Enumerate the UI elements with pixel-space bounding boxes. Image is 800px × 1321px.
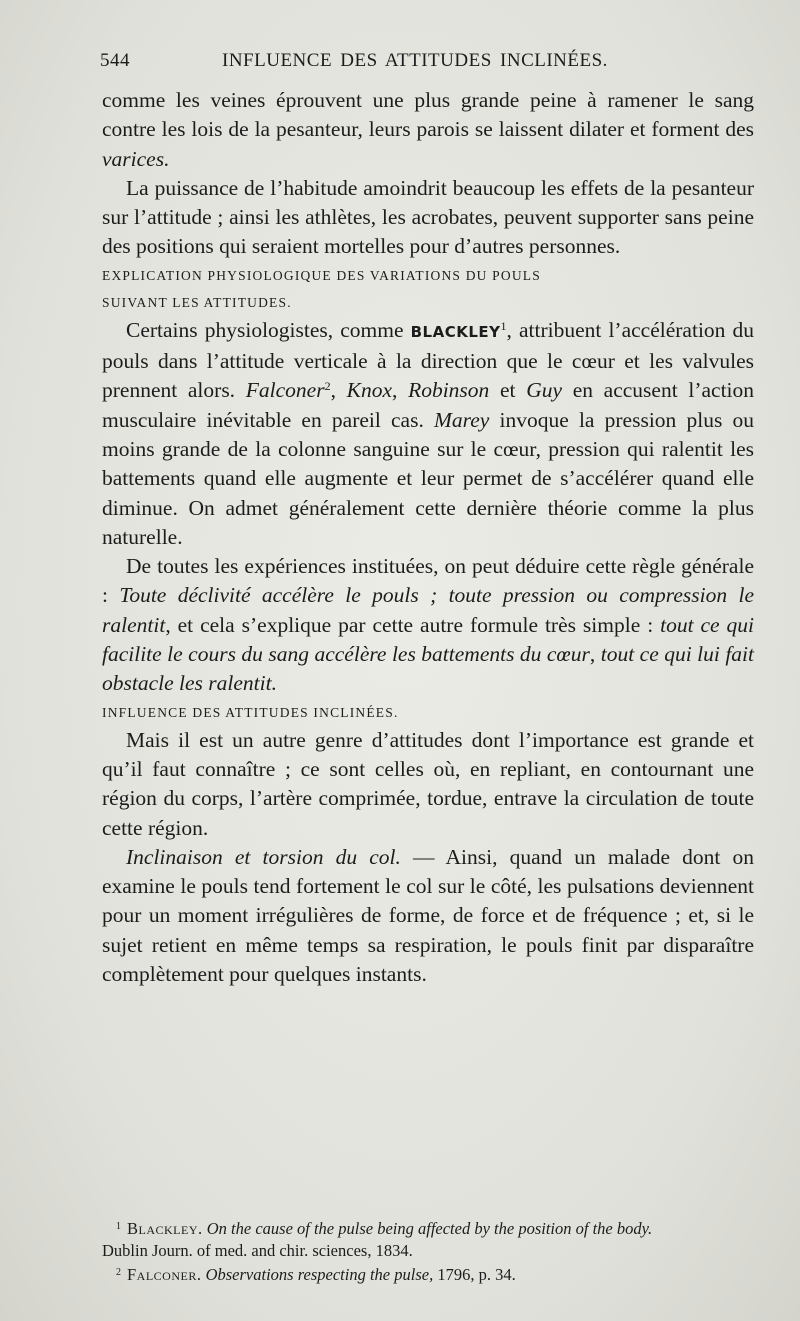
footnote-2-rest: 1796, p. 34. (433, 1265, 516, 1284)
footnote-ref-1: 1 (500, 318, 507, 333)
footnote-1-title: On the cause of the pulse being affected by the position of the body. (206, 1219, 653, 1238)
author-blackley: BLACKLEY (410, 322, 501, 341)
paragraph-1-italic: varices. (102, 146, 170, 171)
comma: , (392, 378, 409, 403)
paragraph-4-text-b: , et cela s’explique par cette autre formule très simple : (165, 612, 661, 637)
author-knox: Knox (346, 378, 393, 403)
paragraph-4-text-a: De toutes les expériences instituées, on peut déduire cette règle générale : (102, 554, 754, 608)
footnote-ref-2: 2 (324, 379, 331, 394)
footnote-1-author: Blackley. (127, 1219, 203, 1238)
comma: , (589, 642, 601, 667)
paragraph-1 (102, 86, 754, 174)
footnote-2 (102, 1262, 762, 1286)
paragraph-3-text-a: Certains physiologistes, comme (126, 317, 411, 342)
conjunction: et (489, 378, 527, 403)
footnote-2-number: 2 (116, 1267, 121, 1278)
footnotes (102, 1216, 762, 1286)
running-title: INFLUENCE DES ATTITUDES INCLINÉES. (222, 50, 608, 71)
body-text (102, 86, 754, 989)
paragraph-3 (102, 316, 754, 552)
paragraph-1-text: comme les veines éprouvent une plus grande peine à ramener le sang contre les lois de la pesanteur, leurs parois se laissent dilater et forment des (102, 88, 754, 142)
paragraph-3-text-f: en accusent l’action musculaire inévitable en pareil cas. (102, 378, 755, 432)
author-marey: Marey (434, 407, 490, 432)
section-heading-1 (102, 262, 754, 316)
paragraph-3-text-b: , attribuent l’accélération du pouls dans l’attitude verticale à la direction que le cœur et les valvules prennent alors. (102, 317, 755, 403)
paragraph-3-text-g: invoque la pression plus ou moins grande de la colonne sanguine sur le cœur, pression qui ralentit les battements quand elle augmente et leur permet de s’accélérer quand elle diminue. On admet généralement cette dernière théorie comme la plus naturelle. (102, 407, 754, 549)
formula-part-1: tout ce qui facilite le cours du sang accélère les battements du cœur (102, 612, 754, 667)
author-falconer: Falconer (245, 378, 325, 403)
paragraph-2: La puissance de l’habitude amoindrit beaucoup les effets de la pesanteur sur l’attitude ; ainsi les athlètes, les acrobates, peuvent supporter sans peine des positions qui seraient mortelles pour d’autres personnes. (102, 175, 754, 259)
comma: , (330, 378, 347, 403)
page-number: 544 (100, 50, 130, 71)
author-robinson: Robinson (408, 378, 490, 403)
footnote-1-number: 1 (116, 1221, 121, 1232)
footnote-2-author: Falconer. (127, 1265, 202, 1284)
section-heading-1-line-2: SUIVANT LES ATTITUDES. (102, 294, 292, 310)
footnote-1 (102, 1216, 762, 1240)
subheading-inclinaison: Inclinaison et torsion du col. (126, 844, 401, 869)
author-guy: Guy (526, 378, 563, 403)
rule-statement: Toute déclivité accélère le pouls ; toute pression ou compression le ralentit (102, 583, 754, 637)
formula-part-2: tout ce qui lui fait obstacle les ralentit. (102, 642, 755, 696)
paragraph-4 (102, 552, 754, 698)
paragraph-5: Mais il est un autre genre d’attitudes dont l’importance est grande et qu’il faut connaître ; ce sont celles où, en repliant, en contournant une région du corps, l’artère comprimée, tordue, entrave la circulation de toute cette région. (102, 727, 754, 840)
footnote-2-title: Observations respecting the pulse, (205, 1265, 434, 1284)
paragraph-6 (102, 843, 754, 989)
footnote-1-continued: Dublin Journ. of med. and chir. sciences, 1834. (102, 1241, 413, 1260)
section-heading-2: INFLUENCE DES ATTITUDES INCLINÉES. (102, 704, 399, 720)
section-heading-1-line-1: EXPLICATION PHYSIOLOGIQUE DES VARIATIONS DU POULS (102, 267, 541, 283)
paragraph-6-text: — Ainsi, quand un malade dont on examine le pouls tend fortement le col sur le côté, les pulsations deviennent pour un moment irrégulières de forme, de force et de fréquence ; et, si le sujet retient en même temps sa respiration, le pouls finit par disparaître complètement pour quelques instants. (102, 844, 754, 987)
